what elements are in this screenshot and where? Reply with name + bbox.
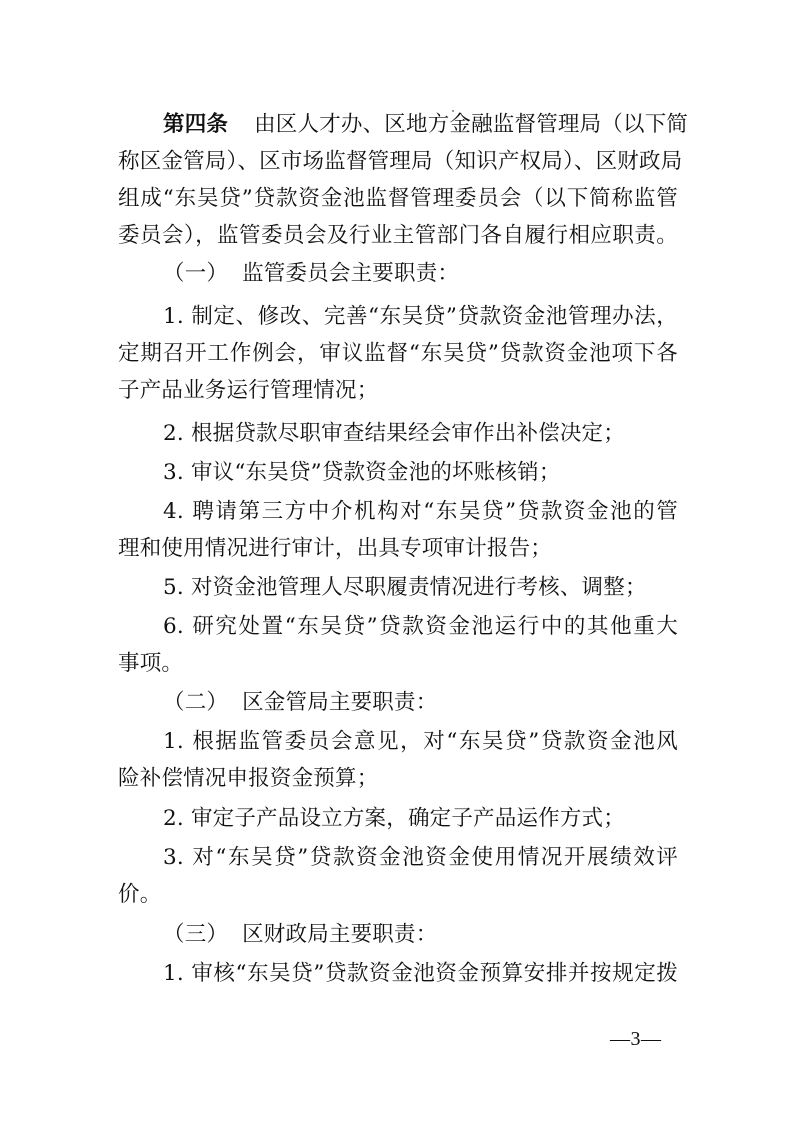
section-1-item-3: 3. 审议“东吴贷”贷款资金池的坏账核销； (163, 460, 561, 485)
section-3-item-1-line-1: 1. 审核“东吴贷”贷款资金池资金预算安排并按规定拨 (163, 961, 678, 986)
section-1-item-2: 2. 根据贷款尽职审查结果经会审作出补偿决定； (163, 421, 625, 446)
section-2-title: 区金管局主要职责： (242, 690, 438, 715)
section-2-item-3-line-2: 价。 (118, 882, 162, 907)
section-2-heading (163, 688, 723, 718)
article-line-3: 组成“东吴贷”贷款资金池监督管理委员会（以下简称监管 (118, 186, 678, 211)
section-1-item-4-line-2: 理和使用情况进行审计，出具专项审计报告； (118, 536, 553, 561)
page-number: —3— (610, 1028, 662, 1050)
section-1-item-5: 5. 对资金池管理人尽职履责情况进行考核、调整； (163, 575, 647, 600)
section-1-title: 监管委员会主要职责： (242, 261, 460, 286)
section-2-item-3-line-1: 3. 对“东吴贷”贷款资金池资金使用情况开展绩效评 (163, 845, 678, 870)
section-3-number: （三） (163, 922, 229, 947)
section-3-heading (163, 920, 723, 950)
section-1-number: （一） (163, 261, 229, 286)
article-line-4: 委员会），监管委员会及行业主管部门各自履行相应职责。 (118, 223, 678, 248)
section-1-item-1-line-2: 定期召开工作例会，审议监督“东吴贷”贷款资金池项下各 (118, 341, 678, 366)
section-1-item-6-line-2: 事项。 (118, 651, 184, 676)
section-2-item-1-line-1: 1. 根据监管委员会意见，对“东吴贷”贷款资金池风 (163, 729, 678, 754)
section-3-title: 区财政局主要职责： (242, 922, 438, 947)
section-1-item-1-line-1: 1. 制定、修改、完善“东吴贷”贷款资金池管理办法， (163, 304, 678, 329)
section-2-item-2: 2. 审定子产品设立方案，确定子产品运作方式； (163, 806, 625, 831)
article-label: 第四条 (163, 112, 229, 137)
article-line-2: 称区金管局）、区市场监督管理局（知识产权局）、区财政局 (118, 149, 683, 174)
section-1-item-4-line-1: 4. 聘请第三方中介机构对“东吴贷”贷款资金池的管 (163, 499, 678, 524)
article-text: 由区人才办、区地方金融监督管理局（以下简 (254, 112, 689, 137)
section-1-item-6-line-1: 6. 研究处置“东吴贷”贷款资金池运行中的其他重大 (163, 614, 678, 639)
section-2-number: （二） (163, 690, 229, 715)
article-line-1 (163, 110, 689, 140)
section-1-heading (163, 259, 723, 289)
section-1-item-1-line-3: 子产品业务运行管理情况； (118, 378, 379, 403)
section-2-item-1-line-2: 险补偿情况申报资金预算； (118, 766, 379, 791)
